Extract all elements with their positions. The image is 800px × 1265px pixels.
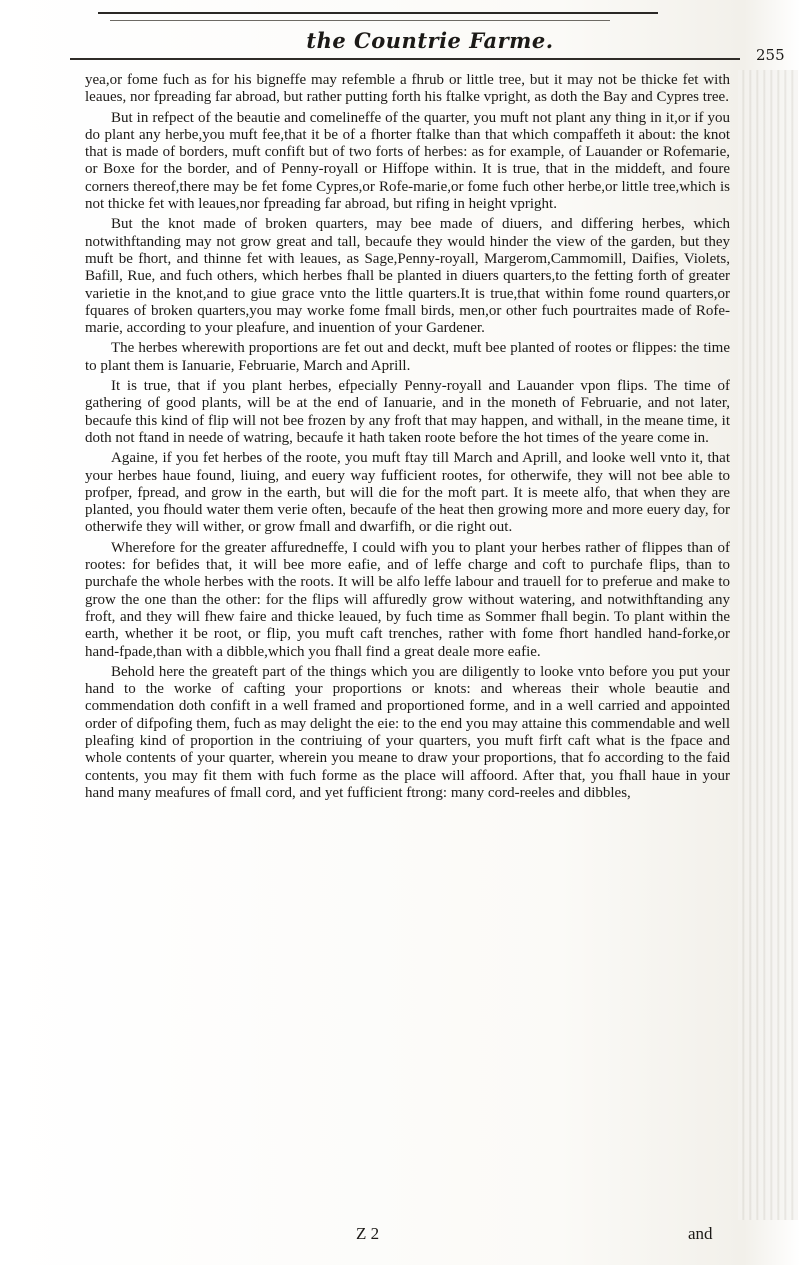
header-rule [70,58,740,60]
page-number: 255 [756,46,785,64]
running-head: the Countrie Farme. [306,28,554,53]
page-edge-shadow [738,70,798,1220]
paragraph: The herbes wherewith proportions are fet out and deckt, muft bee planted of rootes or flippes: the time to plant them is Ianuarie, Februarie, March and Aprill. [85,340,730,374]
paragraph: It is true, that if you plant herbes, efpecially Penny-royall and Lauander vpon flips. The time of gathering of good plants, will be at the end of Ianuarie, and in the moneth of Februarie, and not later, becaufe this kind of flip will not bee frozen by any froft that may happen, and withall, in the meane time, it doth not ftand in neede of watring, becaufe it hath taken roote before the hot times of the yeare come in. [85,378,730,446]
signature-mark: Z 2 [356,1224,380,1243]
top-rule [98,12,658,14]
catchword: and [688,1224,713,1243]
paragraph: Againe, if you fet herbes of the roote, you muft ftay till March and Aprill, and looke well vnto it, that your herbes haue found, liuing, and euery way fufficient rootes, for otherwife, they will not bee able to profper, fpread, and grow in the earth, but will die for the moft part. It is meete alfo, that when they are planted, you fhould water them verie often, becaufe of the heat then growing more and more euery day, for otherwife they will wither, or grow fmall and dwarfifh, or die right out. [85,450,730,536]
paragraph: Behold here the greateft part of the things which you are diligently to looke vnto before you put your hand to the worke of cafting your proportions or knots: and whereas their whole beautie and commendation doth confift in a well framed and proportioned forme, and in a well carried and appointed order of difpofing them, fuch as may delight the eie: to the end you may attaine this commendable and well pleafing kind of proportion in the contriuing of your quarters, you muft firft caft what is the fpace and whole contents of your quarter, wherein you meane to draw your proportions, that fo according to the faid contents, you may fit them with fuch forme as the place will affoord. After that, you fhall haue in your hand many meafures of fmall cord, and yet fufficient ftrong: many cord-reeles and dibbles, [85,663,730,801]
paragraph: Wherefore for the greater affuredneffe, I could wifh you to plant your herbes rather of flippes than of rootes: for befides that, it will bee more eafie, and of leffe charge and coft to purchafe flips, than to purchafe the whole herbes with the roots. It will be alfo leffe labour and trauell for to preferue and make to grow the one than the other: for the flips will affuredly grow without watering, and notwithftanding any froft, and they will fhew faire and thicke leaued, by fuch time as Sommer fhall begin. To plant within the earth, whether it be root, or flip, you muft caft trenches, rather with fome fhort handled hand-forke,or hand-fpade,than with a dibble,which you fhall find a great deale more eafie. [85,539,730,660]
paragraph: yea,or fome fuch as for his bigneffe may refemble a fhrub or little tree, but it may not be thicke fet with leaues, nor fpreading far abroad, but rather putting forth his ftalke vpright, as doth the Bay and Cypres tree. [85,72,730,106]
body-text [85,72,730,1232]
paragraph: But the knot made of broken quarters, may bee made of diuers, and differing herbes, which notwithftanding may not grow great and tall, becaufe they would hinder the view of the garden, but they muft be fhort, and thinne fet with leaues, as Sage,Penny-royall, Margerom,Cammomill, Daifies, Violets, Bafill, Rue, and fuch others, which herbes fhall be planted in diuers quarters,to the fetting forth of greater varietie in the knot,and to giue grace vnto the little quarters.It is true,that within fome round quarters,or fquares of broken quarters,you may worke fome fmall birds, men,or other fuch pourtraites made of Rofe-marie, according to your pleafure, and inuention of your Gardener. [85,216,730,337]
paragraph: But in refpect of the beautie and comelineffe of the quarter, you muft not plant any thing in it,or if you do plant any herbe,you muft fee,that it be of a fhorter ftalke than that which compaffeth it about: the knot that is made of borders, muft confift but of two forts of herbes: as for example, of Lauander or Rofemarie, or Boxe for the border, and of Penny-royall or Hiffope within. It is true, that in the middeft, and foure corners thereof,there may be fet fome Cypres,or Rofe-marie,or fome fuch other herbe,or little tree,which is not thicke fet with leaues,nor fpreading far abroad, but rifing in height vpright. [85,109,730,213]
top-rule-thin [110,20,610,21]
